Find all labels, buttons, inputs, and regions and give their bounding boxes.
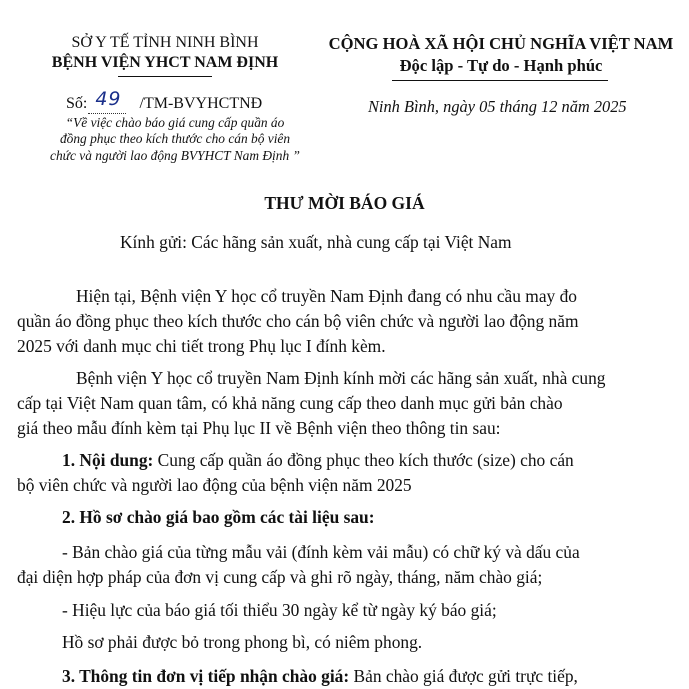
section1-line-2: bộ viên chức và người lao động của bệnh viện năm 2025	[17, 475, 412, 495]
number-prefix: Số:	[66, 95, 88, 112]
number-handwritten: 49	[95, 88, 122, 110]
subject-line-3: chức và người lao động BVYHCT Nam Định ”	[50, 148, 300, 163]
nation-name: CỘNG HOÀ XÃ HỘI CHỦ NGHĨA VIỆT NAM	[328, 34, 674, 53]
section2-item2: - Hiệu lực của báo giá tối thiểu 30 ngày kể từ ngày ký báo giá;	[62, 600, 497, 620]
number-dotted-line	[88, 112, 126, 114]
para2-line-2: cấp tại Việt Nam quan tâm, có khả năng cung cấp theo danh mục gửi bản chào	[17, 393, 563, 413]
section2-item1-line-1: - Bản chào giá của từng mẫu vải (đính kèm vải mẫu) có chữ ký và dấu của	[62, 542, 580, 562]
hospital-name: BỆNH VIỆN YHCT NAM ĐỊNH	[51, 54, 279, 71]
recipient-line: Kính gửi: Các hãng sản xuất, nhà cung cấp tại Việt Nam	[120, 232, 512, 252]
section1-line-1	[62, 450, 574, 471]
subject-line-2: đồng phục theo kích thước cho cán bộ viên	[59, 131, 291, 146]
document-title: THƯ MỜI BÁO GIÁ	[264, 193, 425, 213]
section1-text: Cung cấp quần áo đồng phục theo kích thước (size) cho cán	[153, 450, 574, 470]
para2-line-3: giá theo mẫu đính kèm tại Phụ lục II về Bệnh viện theo thông tin sau:	[17, 418, 501, 438]
section1-label: 1. Nội dung:	[62, 450, 154, 470]
document-number	[66, 90, 262, 114]
section2-heading: 2. Hồ sơ chào giá bao gồm các tài liệu sau:	[62, 507, 375, 527]
number-suffix: /TM-BVYHCTNĐ	[139, 95, 263, 112]
section3-line-1	[62, 666, 578, 687]
subject-line-1: “Về việc chào báo giá cung cấp quần áo	[65, 115, 285, 130]
section3-text: Bản chào giá được gửi trực tiếp,	[349, 666, 578, 686]
section2-item3: Hồ sơ phải được bỏ trong phong bì, có niêm phong.	[62, 632, 423, 652]
para1-line-1: Hiện tại, Bệnh viện Y học cổ truyền Nam Định đang có nhu cầu may đo	[76, 286, 577, 306]
para1-line-3: 2025 với danh mục chi tiết trong Phụ lục I đính kèm.	[17, 336, 386, 356]
para2-line-1: Bệnh viện Y học cổ truyền Nam Định kính mời các hãng sản xuất, nhà cung	[76, 368, 606, 388]
national-motto: Độc lập - Tự do - Hạnh phúc	[399, 56, 603, 75]
section3-label: 3. Thông tin đơn vị tiếp nhận chào giá:	[62, 666, 350, 686]
date-line: Ninh Bình, ngày 05 tháng 12 năm 2025	[368, 97, 627, 116]
motto-underline	[392, 80, 608, 81]
para1-line-2: quần áo đồng phục theo kích thước cho cán bộ viên chức và người lao động năm	[17, 311, 579, 331]
ministry-name: SỞ Y TẾ TỈNH NINH BÌNH	[71, 34, 259, 51]
hospital-name-underline	[118, 76, 212, 77]
section2-item1-line-2: đại diện hợp pháp của đơn vị cung cấp và ghi rõ ngày, tháng, năm chào giá;	[17, 567, 543, 587]
